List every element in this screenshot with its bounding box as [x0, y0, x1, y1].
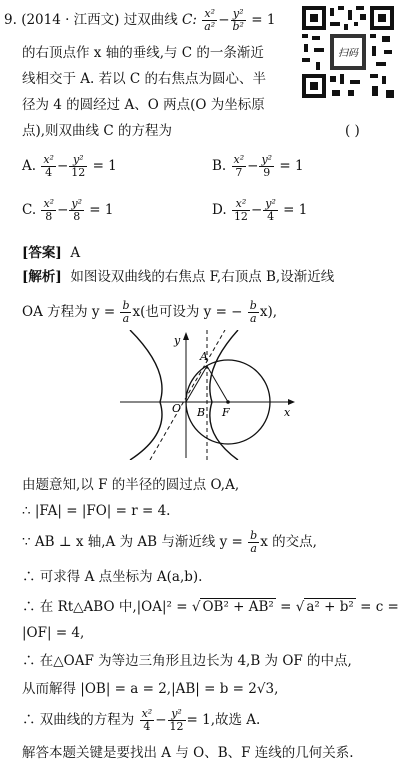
question-number: 9.	[4, 12, 17, 28]
answer-value: A	[70, 245, 81, 261]
solution-line-9: ∴ 双曲线的方程为 $\frac{\text{x²}}{4}$ − $\frac{\text{y²}}{12}$ = 1,故选 A.	[22, 707, 261, 733]
y-axis-arrow	[183, 332, 189, 340]
solution-line-7: ∴ 在△OAF 为等边三角形且边长为 4,B 为 OF 的中点,	[22, 653, 352, 669]
solution-line-6: |OF| = 4,	[22, 625, 85, 641]
question-line-1: 9. (2014 · 江西文) 过双曲线 C: $\frac{\text{x²}}{\text{a²}}$ − $\frac{\text{y²}}{\text{b²}}$ = 1	[4, 7, 276, 33]
question-line-2: 的右顶点作 x 轴的垂线,与 C 的一条渐近	[22, 45, 264, 61]
x-axis-arrow	[288, 399, 295, 405]
fraction: $\frac{\text{y²}}{\text{b²}}$	[232, 7, 244, 33]
qr-code-icon[interactable]	[300, 4, 396, 100]
answer-tag: [答案]	[22, 245, 62, 261]
solution-line-2: ∴ |FA| = |FO| = r = 4.	[22, 503, 171, 519]
fraction: $\frac{\text{x²}}{\text{a²}}$	[204, 7, 216, 33]
question-source: (2014 · 江西文)	[21, 12, 120, 28]
option-b[interactable]: B. $\frac{\text{x²}}{7}$ − $\frac{\text{y²}}{9}$ = 1	[212, 153, 304, 179]
answer-paren: ( )	[345, 123, 360, 139]
curve-name: C:	[182, 12, 197, 28]
label-x: x	[284, 406, 291, 419]
equals-one: = 1	[251, 12, 276, 28]
analysis-line-1: [解析] 如图设双曲线的右焦点 F,右顶点 B,设渐近线	[22, 269, 335, 285]
focus-point	[226, 400, 230, 404]
solution-line-4: ∴ 可求得 A 点坐标为 A(a,b).	[22, 569, 203, 585]
label-y: y	[174, 334, 181, 347]
solution-line-10: 解答本题关键是要找出 A 与 O、B、F 连线的几何关系.	[22, 745, 354, 761]
label-f: F	[222, 406, 230, 419]
solution-line-8: 从而解得 |OB| = a = 2,|AB| = b = 2√3,	[22, 681, 279, 697]
segment-oa	[186, 366, 207, 402]
hyperbola-left	[130, 330, 162, 460]
label-o: O	[172, 402, 182, 415]
label-b: B	[197, 406, 206, 419]
question-line-4: 径为 4 的圆经过 A、O 两点(O 为坐标原	[22, 97, 265, 113]
analysis-tag: [解析]	[22, 269, 62, 285]
question-text: 过双曲线	[123, 12, 178, 28]
svg-text:扫码: 扫码	[338, 48, 358, 59]
option-a[interactable]: A. $\frac{\text{x²}}{4}$ − $\frac{\text{y²}}{12}$ = 1	[22, 153, 117, 179]
analysis-line-2: OA 方程为 y = $\frac{b}{a}$ x(也可设为 y = − $\frac{b}{a}$ x),	[22, 299, 278, 325]
hyperbola-figure	[120, 330, 295, 460]
answer-line	[22, 244, 80, 262]
solution-line-1: 由题意知,以 F 的半径的圆过点 O,A,	[22, 477, 240, 493]
solution-line-5: ∴ 在 Rt△ABO 中,|OA|² = √ OB² + AB² = √ a² + b² = c =	[22, 599, 399, 615]
question-line-3: 线相交于 A. 若以 C 的右焦点为圆心、半	[22, 71, 267, 87]
solution-line-3: ∵ AB ⊥ x 轴,A 为 AB 与渐近线 y = $\frac{b}{a}$ x 的交点,	[22, 529, 317, 555]
option-c[interactable]: C. $\frac{\text{x²}}{8}$ − $\frac{\text{y²}}{8}$ = 1	[22, 197, 114, 223]
option-d[interactable]: D. $\frac{\text{x²}}{12}$ − $\frac{\text{y²}}{4}$ = 1	[212, 197, 308, 223]
label-a: A	[200, 350, 208, 363]
question-line-5: 点),则双曲线 C 的方程为	[22, 123, 172, 139]
